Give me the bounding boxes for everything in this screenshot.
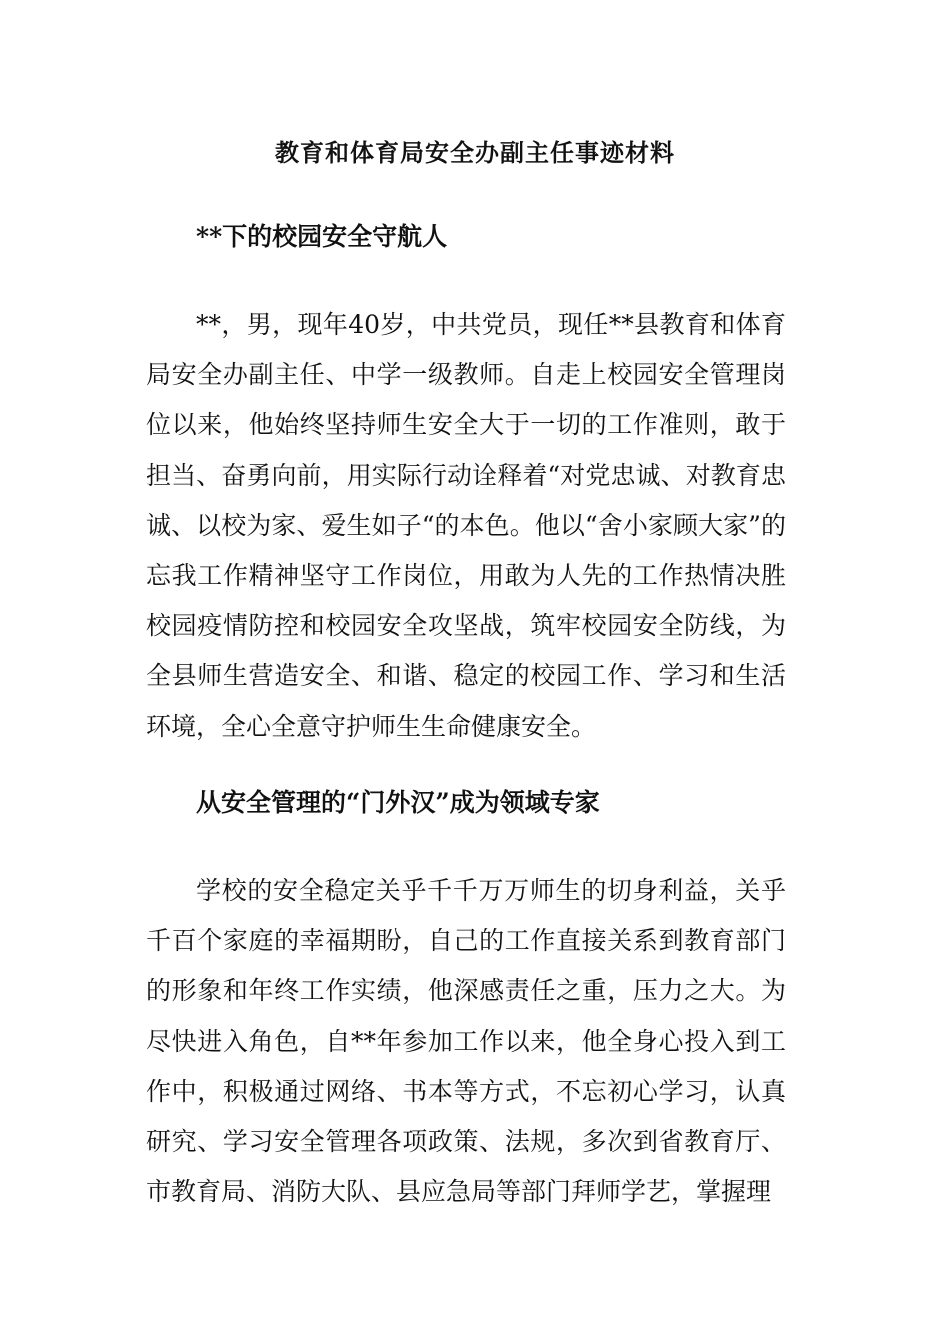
section-heading: **下的校园安全守航人 [196, 222, 448, 251]
body-paragraph: **，男，现年40岁，中共党员，现任**县教育和体育局安全办副主任、中学一级教师。自走上校园安全管理岗位以来，他始终坚持师生安全大于一切的工作准则，敢于担当、奋勇向前，用实际行动诠释着“对党忠诚、对教育忠诚、以校为家、爱生如子“的本色。他以“舍小家顾大家”的忘我工作精神坚守工作岗位，用敢为人先的工作热情决胜校园疫情防控和校园安全攻坚战，筑牢校园安全防线，为全县师生营造安全、和谐、稳定的校园工作、学习和生活环境，全心全意守护师生生命健康安全。 [146, 310, 786, 741]
document-title: 教育和体育局安全办副主任事迹材料 [275, 138, 675, 167]
section-heading: 从安全管理的“门外汉”成为领域专家 [196, 788, 600, 817]
body-paragraph: 学校的安全稳定关乎千千万万师生的切身利益，关乎千百个家庭的幸福期盼，自己的工作直接关系到教育部门的形象和年终工作实绩，他深感责任之重，压力之大。为尽快进入角色，自**年参加工作以来，他全身心投入到工作中，积极通过网络、书本等方式，不忘初心学习，认真研究、学习安全管理各项政策、法规，多次到省教育厅、市教育局、消防大队、县应急局等部门拜师学艺，掌握理 [146, 876, 786, 1207]
